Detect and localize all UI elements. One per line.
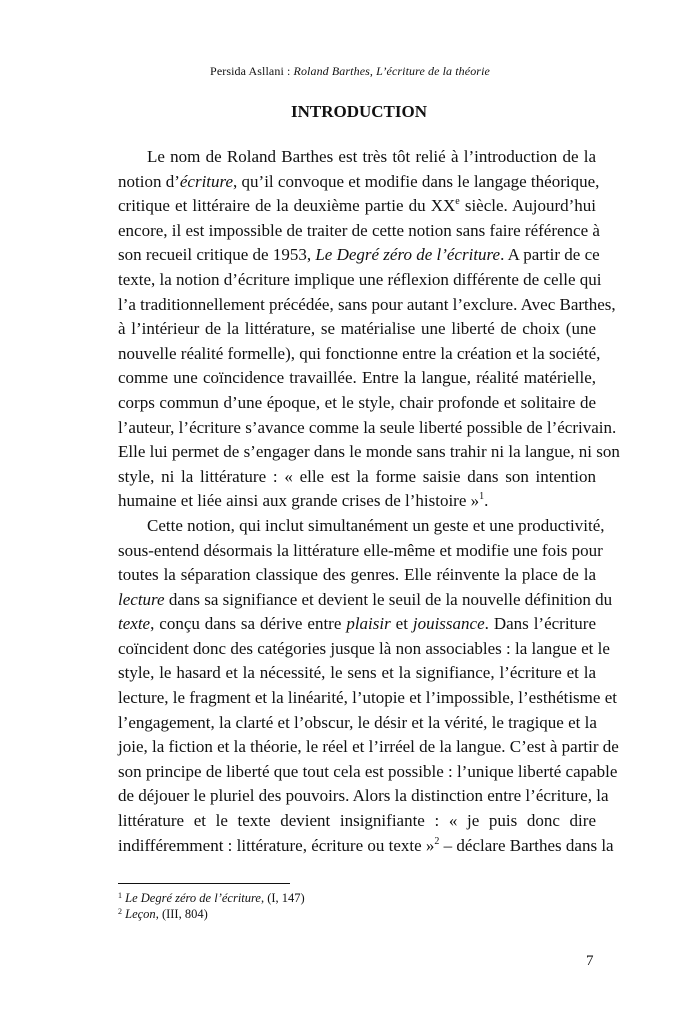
body-text xyxy=(118,145,620,858)
text-segment: critique et littéraire de la deuxième partie du XX xyxy=(118,196,456,216)
text-line xyxy=(118,539,603,564)
text-line xyxy=(118,686,617,711)
text-line xyxy=(118,268,602,293)
text-line xyxy=(118,243,600,268)
text-line xyxy=(118,170,600,195)
text-line xyxy=(118,366,596,391)
footnote-number: 2 xyxy=(118,906,122,916)
text-segment: comme une coïncidence travaillée. Entre la langue, réalité matérielle, xyxy=(118,368,596,388)
text-line xyxy=(118,588,613,613)
text-line xyxy=(118,784,609,809)
footnote-ref: 2 xyxy=(434,835,440,847)
text-segment: coïncident donc des catégories jusque là non associables : la langue et le xyxy=(118,638,610,658)
text-line xyxy=(118,563,596,588)
text-segment: style, le hasard et la nécessité, le sens et la signifiance, l’écriture et la xyxy=(118,663,596,683)
text-line xyxy=(118,735,619,760)
text-segment: sous-entend désormais la littérature elle-même et modifie une fois pour xyxy=(118,540,603,560)
text-segment: , qu’il convoque et modifie dans le langage théorique, xyxy=(233,171,600,191)
text-segment: encore, il est impossible de traiter de cette notion sans faire référence à xyxy=(118,220,600,240)
text-segment: style, ni la littérature : « elle est la forme saisie dans son intention xyxy=(118,466,596,486)
header-book-title: Roland Barthes, L’écriture de la théorie xyxy=(293,64,490,78)
text-segment: notion d’ xyxy=(118,171,180,191)
footnote-ref: 1 xyxy=(479,491,485,503)
text-segment: – déclare Barthes dans la xyxy=(439,835,614,855)
text-line xyxy=(118,293,616,318)
text-segment: . A partir de ce xyxy=(500,245,600,265)
text-line xyxy=(118,416,617,441)
text-segment: indifféremment : littérature, écriture ou texte » xyxy=(118,835,435,855)
text-line xyxy=(118,342,601,367)
text-line xyxy=(118,219,600,244)
text-segment: et xyxy=(390,614,413,634)
text-line xyxy=(118,317,596,342)
text-segment: siècle. Aujourd’hui xyxy=(459,196,596,216)
text-segment: toutes la séparation classique des genres. Elle réinvente la place de la xyxy=(118,565,596,585)
text-line xyxy=(118,194,596,219)
text-segment: à l’intérieur de la littérature, se matérialise une liberté de choix (une xyxy=(118,319,596,339)
footnote-title: Leçon xyxy=(125,906,156,921)
footnote xyxy=(118,891,305,907)
italic-text: écriture xyxy=(179,171,234,191)
text-line xyxy=(118,661,596,686)
text-line xyxy=(118,145,596,170)
text-line xyxy=(118,465,596,490)
text-segment: dans sa signifiance et devient le seuil de la nouvelle définition du xyxy=(164,589,613,609)
text-segment: Cette notion, qui inclut simultanément un geste et une productivité, xyxy=(147,515,605,535)
text-line xyxy=(118,440,620,465)
running-header xyxy=(0,64,700,79)
text-segment: . xyxy=(484,491,489,511)
text-segment: , conçu dans sa dérive entre xyxy=(150,614,347,634)
text-segment: Elle lui permet de s’engager dans le monde sans trahir ni la langue, ni son xyxy=(118,442,620,462)
text-line xyxy=(118,637,610,662)
text-line xyxy=(118,760,618,785)
text-segment: l’a traditionnellement précédée, sans pour autant l’exclure. Avec Barthes, xyxy=(118,294,616,314)
text-segment: humaine et liée ainsi aux grande crises de l’histoire » xyxy=(118,491,480,511)
footnote xyxy=(118,907,305,923)
text-segment: Le nom de Roland Barthes est très tôt relié à l’introduction de la xyxy=(147,147,596,166)
page-number: 7 xyxy=(586,953,594,969)
text-line xyxy=(118,391,596,416)
text-segment: littérature et le texte devient insignifiante : « je puis donc dire xyxy=(118,811,596,831)
footnotes xyxy=(118,891,305,922)
text-segment: nouvelle réalité formelle), qui fonctionne entre la création et la société, xyxy=(118,343,601,363)
italic-text: plaisir xyxy=(346,614,391,634)
text-segment: son recueil critique de 1953, xyxy=(118,245,316,265)
text-segment: son principe de liberté que tout cela est possible : l’unique liberté capable xyxy=(118,761,618,781)
text-line xyxy=(118,514,605,539)
footnote-number: 1 xyxy=(118,891,122,900)
footnote-reference: , (I, 147) xyxy=(260,891,305,905)
italic-text: jouissance xyxy=(412,614,485,634)
text-line xyxy=(118,489,596,514)
text-segment: l’engagement, la clarté et l’obscur, le désir et la vérité, le tragique et la xyxy=(118,712,597,732)
footnote-divider xyxy=(118,883,290,884)
text-segment: corps commun d’une époque, et le style, chair profonde et solitaire de xyxy=(118,392,596,412)
text-segment: l’auteur, l’écriture s’avance comme la seule liberté possible de l’écrivain. xyxy=(118,417,617,437)
footnote-title: Le Degré zéro de l’écriture xyxy=(125,891,261,905)
text-segment: . Dans l’écriture xyxy=(484,614,596,634)
italic-text: texte xyxy=(118,614,151,634)
text-segment: de déjouer le pluriel des pouvoirs. Alors la distinction entre l’écriture, la xyxy=(118,786,609,806)
text-line xyxy=(118,612,596,637)
text-segment: texte, la notion d’écriture implique une réflexion différente de celle qui xyxy=(118,269,602,289)
header-author: Persida Asllani : xyxy=(210,64,294,78)
footnote-ref: e xyxy=(455,196,460,208)
text-line xyxy=(118,711,596,736)
text-line xyxy=(118,834,614,859)
text-segment: lecture, le fragment et la linéarité, l’utopie et l’impossible, l’esthétisme et xyxy=(118,688,617,708)
italic-text: Le Degré zéro de l’écriture xyxy=(315,245,501,265)
italic-text: lecture xyxy=(118,589,165,609)
text-line xyxy=(118,809,596,834)
text-segment: joie, la fiction et la théorie, le réel et l’irréel de la langue. C’est à partir de xyxy=(118,737,619,757)
page-title: INTRODUCTION xyxy=(290,102,428,121)
footnote-reference: , (III, 804) xyxy=(155,906,208,921)
